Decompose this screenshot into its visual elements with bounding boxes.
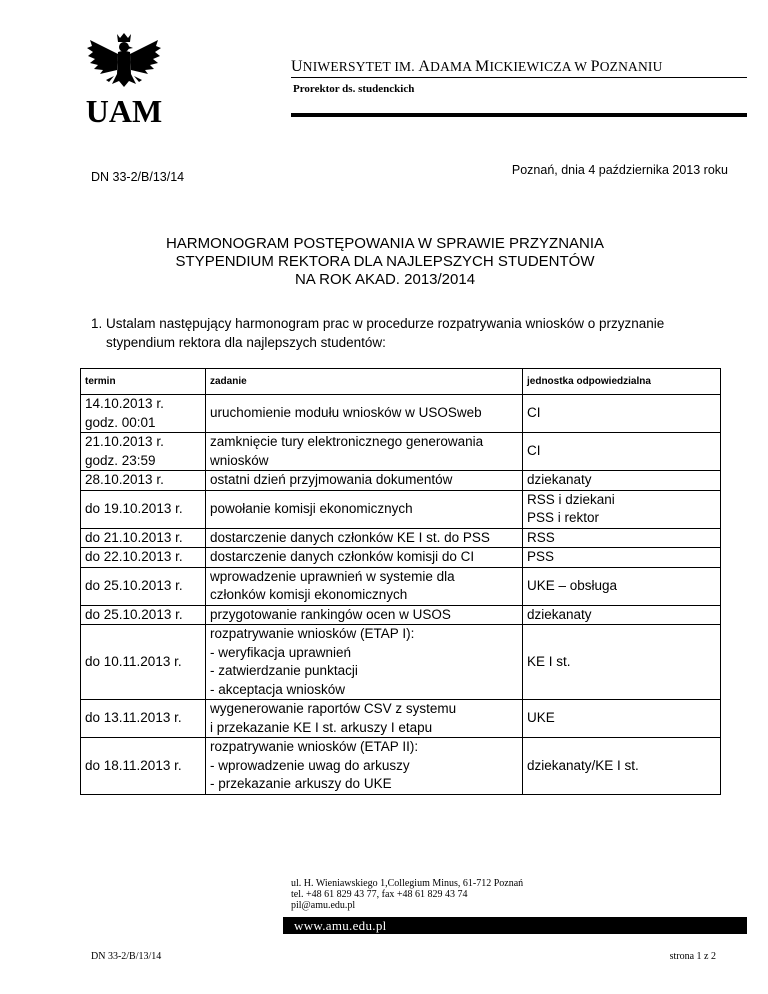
table-cell-task bbox=[206, 433, 523, 471]
table-cell-task bbox=[206, 738, 523, 795]
cell-line: - wprowadzenie uwag do arkuszy bbox=[210, 757, 410, 773]
table-cell-unit bbox=[523, 528, 721, 548]
intro-paragraph bbox=[91, 314, 731, 352]
document-number: DN 33-2/B/13/14 bbox=[91, 170, 185, 184]
cell-line: UKE bbox=[527, 710, 555, 726]
table-cell-task bbox=[206, 700, 523, 738]
cell-line: KE I st. bbox=[527, 653, 571, 669]
cell-line: zamknięcie tury elektronicznego generowania bbox=[210, 434, 484, 449]
intro-line: 1. Ustalam następujący harmonogram prac w procedurze rozpatrywania wniosków o przyznanie bbox=[91, 316, 665, 331]
table-row bbox=[81, 471, 721, 491]
cell-line: 28.10.2013 r. bbox=[85, 472, 164, 487]
table-cell-unit bbox=[523, 605, 721, 625]
cell-line: - zatwierdzanie punktacji bbox=[210, 663, 358, 678]
cell-line: - przekazanie arkuszy do UKE bbox=[210, 776, 392, 791]
cell-line: do 18.11.2013 r. bbox=[85, 757, 182, 773]
table-row bbox=[81, 567, 721, 605]
header-term: termin bbox=[81, 369, 206, 395]
email-line: pil@amu.edu.pl bbox=[291, 900, 356, 911]
table-cell-unit bbox=[523, 433, 721, 471]
table-cell-unit bbox=[523, 625, 721, 700]
cell-line: - akceptacja wniosków bbox=[210, 681, 346, 697]
header-unit: jednostka odpowiedzialna bbox=[523, 369, 721, 395]
cell-line: godz. 23:59 bbox=[85, 452, 156, 468]
intro-line: stypendium rektora dla najlepszych studentów: bbox=[106, 335, 386, 350]
header-task: zadanie bbox=[206, 369, 523, 395]
cell-line: RSS bbox=[527, 529, 555, 545]
cell-line: RSS i dziekani bbox=[527, 491, 615, 507]
website-link[interactable]: www.amu.edu.pl bbox=[294, 918, 387, 933]
cell-line: PSS bbox=[527, 549, 555, 564]
cell-line: PSS i rektor bbox=[527, 510, 600, 525]
cell-line: do 10.11.2013 r. bbox=[85, 653, 182, 669]
cell-line: dziekanaty bbox=[527, 606, 592, 622]
cell-line: do 25.10.2013 r. bbox=[85, 577, 183, 593]
cell-line: do 21.10.2013 r. bbox=[85, 529, 183, 545]
table-cell-task bbox=[206, 625, 523, 700]
cell-line: CI bbox=[527, 443, 541, 459]
table-cell-term bbox=[81, 395, 206, 433]
table-cell-term bbox=[81, 567, 206, 605]
table-cell-task bbox=[206, 528, 523, 548]
table-row bbox=[81, 738, 721, 795]
logo-text: UAM bbox=[85, 93, 163, 128]
cell-line: rozpatrywanie wniosków (ETAP I): bbox=[210, 626, 415, 641]
cell-line: - weryfikacja uprawnień bbox=[210, 644, 352, 660]
cell-line: rozpatrywanie wniosków (ETAP II): bbox=[210, 739, 419, 754]
table-cell-term bbox=[81, 528, 206, 548]
eagle-icon bbox=[87, 33, 161, 87]
cell-line: i przekazanie KE I st. arkuszy I etapu bbox=[210, 719, 433, 735]
table-cell-term bbox=[81, 490, 206, 528]
cell-line: dziekanaty bbox=[527, 472, 592, 487]
cell-line: dostarczenie danych członków komisji do CI bbox=[210, 549, 475, 564]
cell-line: do 13.11.2013 r. bbox=[85, 710, 182, 726]
table-row bbox=[81, 625, 721, 700]
table-cell-task bbox=[206, 471, 523, 491]
table-cell-unit bbox=[523, 738, 721, 795]
table-cell-task bbox=[206, 548, 523, 568]
title-line: HARMONOGRAM POSTĘPOWANIA W SPRAWIE PRZYZNANIA bbox=[165, 235, 605, 252]
table-cell-term bbox=[81, 700, 206, 738]
table-cell-task bbox=[206, 490, 523, 528]
table-row bbox=[81, 433, 721, 471]
table-cell-unit bbox=[523, 567, 721, 605]
table-cell-task bbox=[206, 395, 523, 433]
cell-line: do 19.10.2013 r. bbox=[85, 500, 183, 516]
table-cell-term bbox=[81, 471, 206, 491]
table-cell-term bbox=[81, 548, 206, 568]
table-cell-term bbox=[81, 433, 206, 471]
cell-line: przygotowanie rankingów ocen w USOS bbox=[210, 606, 451, 622]
cell-line: UKE – obsługa bbox=[527, 577, 618, 593]
table-row bbox=[81, 548, 721, 568]
footer-document-number: DN 33-2/B/13/14 bbox=[91, 951, 162, 962]
office-name: Prorektor ds. studenckich bbox=[293, 83, 415, 95]
table-cell-term bbox=[81, 605, 206, 625]
cell-line: 21.10.2013 r. bbox=[85, 434, 164, 449]
cell-line: wniosków bbox=[210, 452, 269, 468]
table-cell-unit bbox=[523, 471, 721, 491]
cell-line: uruchomienie modułu wniosków w USOSweb bbox=[210, 405, 482, 421]
table-cell-task bbox=[206, 567, 523, 605]
university-name: UNIWERSYTET IM. ADAMA MICKIEWICZA W POZNANIU bbox=[291, 58, 663, 75]
cell-line: godz. 00:01 bbox=[85, 414, 156, 430]
footer-address bbox=[291, 878, 523, 911]
table-row bbox=[81, 700, 721, 738]
title-line: NA ROK AKAD. 2013/2014 bbox=[294, 271, 476, 288]
table-cell-unit bbox=[523, 490, 721, 528]
table-row bbox=[81, 605, 721, 625]
cell-line: wygenerowanie raportów CSV z systemu bbox=[210, 701, 457, 716]
table-cell-unit bbox=[523, 395, 721, 433]
header-divider-thin bbox=[291, 77, 747, 78]
cell-line: do 22.10.2013 r. bbox=[85, 549, 183, 564]
cell-line: CI bbox=[527, 405, 541, 421]
cell-line: wprowadzenie uprawnień w systemie dla bbox=[210, 568, 455, 584]
table-cell-unit bbox=[523, 700, 721, 738]
table-cell-term bbox=[81, 738, 206, 795]
document-title bbox=[91, 235, 679, 289]
table-cell-unit bbox=[523, 548, 721, 568]
table-row bbox=[81, 528, 721, 548]
table-row bbox=[81, 490, 721, 528]
page-number: strona 1 z 2 bbox=[669, 951, 716, 962]
table-row bbox=[81, 395, 721, 433]
university-logo bbox=[84, 30, 164, 128]
cell-line: powołanie komisji ekonomicznych bbox=[210, 500, 413, 516]
schedule-table bbox=[80, 368, 721, 795]
cell-line: 14.10.2013 r. bbox=[85, 396, 164, 411]
cell-line: ostatni dzień przyjmowania dokumentów bbox=[210, 472, 453, 487]
table-cell-task bbox=[206, 605, 523, 625]
cell-line: dostarczenie danych członków KE I st. do PSS bbox=[210, 529, 490, 545]
table-header-row bbox=[81, 369, 721, 395]
address-line: tel. +48 61 829 43 77, fax +48 61 829 43 74 bbox=[291, 889, 468, 900]
cell-line: dziekanaty/KE I st. bbox=[527, 757, 639, 773]
table-cell-term bbox=[81, 625, 206, 700]
cell-line: członków komisji ekonomicznych bbox=[210, 587, 408, 602]
cell-line: do 25.10.2013 r. bbox=[85, 606, 183, 622]
title-line: STYPENDIUM REKTORA DLA NAJLEPSZYCH STUDENTÓW bbox=[175, 253, 595, 270]
header-divider-thick bbox=[291, 113, 747, 117]
place-date: Poznań, dnia 4 października 2013 roku bbox=[511, 163, 728, 177]
address-line: ul. H. Wieniawskiego 1,Collegium Minus, 61-712 Poznań bbox=[291, 878, 524, 889]
